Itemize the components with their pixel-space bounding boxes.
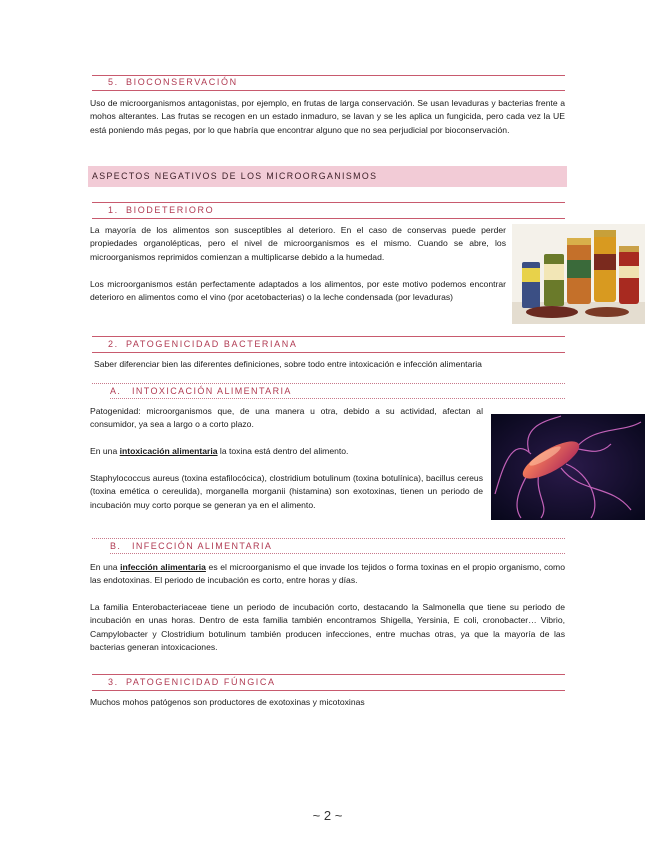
intoxicacion-paragraph-1: Patogenidad: microorganismos que, de una manera u otra, debido a su actividad, afectan al consumidor, ya sea a largo o a corto plazo. xyxy=(90,406,483,430)
chapter-banner: ASPECTOS NEGATIVOS DE LOS MICROORGANISMOS xyxy=(88,166,567,187)
text-run: es el microorganismo el que invade los tejidos o forma toxinas en el propio organismo, como las endotoxinas. El periodo de incubación es corto, entre horas y días. xyxy=(90,562,565,586)
subsection-heading-intoxicacion xyxy=(110,386,565,399)
section-title: PATOGENICIDAD FÚNGICA xyxy=(126,677,276,687)
section-number: 3. xyxy=(108,677,119,687)
section-heading-patogenicidad-fungica xyxy=(92,677,565,691)
section-top-rule xyxy=(92,674,565,675)
section-top-rule xyxy=(92,202,565,203)
text-run: la toxina está dentro del alimento. xyxy=(217,446,349,456)
section-number: 5. xyxy=(108,77,119,87)
section-title: BIOCONSERVACIÓN xyxy=(126,77,238,87)
intoxicacion-paragraph-3: Staphylococcus aureus (toxina estafilocócica), clostridium botulinum (toxina botulínica), bacillus cereus (toxina emética o cereulida), morganella morganii (histamina) son exotoxinas, tienen un periodo de incubación muy corto porque se generan ya en el alimento. xyxy=(90,473,483,510)
fungica-paragraph: Muchos mohos patógenos son productores de exotoxinas y micotoxinas xyxy=(90,697,365,707)
subsection-letter: A. xyxy=(110,386,122,396)
biodeterioro-paragraph-1: La mayoría de los alimentos son susceptibles al deterioro. En el caso de conservas puede perder propiedades organolépticas, pero el nivel de microorganismos es el mismo. Cuando se abre, los microorganismos reprimidos comienzan a multiplicarse debido a la humedad. xyxy=(90,225,506,262)
bioconservacion-paragraph: Uso de microorganismos antagonistas, por ejemplo, en frutas de larga conservación. Se usan levaduras y bacterias frente a mohos alterantes. Las frutas se recogen en un estado inmaduro, se lavan y se les aplica un fungicida, pero cada vez la UE está poniendo más pegas, por lo que habría que encontrar alguno que no sea perjudicial por bioconservación. xyxy=(90,98,565,135)
section-number: 2. xyxy=(108,339,119,349)
section-heading-patogenicidad-bacteriana xyxy=(92,339,565,353)
text-run: En una xyxy=(90,446,120,456)
section-heading-bioconservacion xyxy=(92,77,565,91)
key-term: infección alimentaria xyxy=(120,562,206,572)
text-run: En una xyxy=(90,562,121,572)
subsection-top-rule xyxy=(92,383,565,384)
subsection-top-rule xyxy=(92,538,565,539)
section-top-rule xyxy=(92,75,565,76)
subsection-heading-infeccion xyxy=(110,541,565,554)
patogenicidad-intro: Saber diferenciar bien las diferentes definiciones, sobre todo entre intoxicación e infección alimentaria xyxy=(94,359,482,369)
key-term: intoxicación alimentaria xyxy=(119,446,218,456)
section-title: PATOGENICIDAD BACTERIANA xyxy=(126,339,298,349)
section-heading-biodeterioro xyxy=(92,205,565,219)
section-top-rule xyxy=(92,336,565,337)
preserved-food-jars-image xyxy=(512,224,645,324)
subsection-title: INFECCIÓN ALIMENTARIA xyxy=(132,541,273,551)
intoxicacion-paragraph-2 xyxy=(90,445,483,458)
section-title: BIODETERIORO xyxy=(126,205,215,215)
subsection-letter: B. xyxy=(110,541,122,551)
infeccion-paragraph-2: La familia Enterobacteriaceae tiene un periodo de incubación corto, destacando la Salmonella que tiene su periodo de incubación en unas horas. Dentro de esta familia también encontramos Shigella, Yersinia, E coli, cronobacter… Vibrio, Campylobacter y Clostridium botulinum también producen infecciones, entre muchas otras, ya que la mayoría de las bacterias generan intoxicaciones. xyxy=(90,602,565,653)
page-number: ~ 2 ~ xyxy=(312,808,343,823)
biodeterioro-paragraph-2: Los microorganismos están perfectamente adaptados a los alimentos, por este motivo podemos encontrar deterioro en alimentos como el vino (por acetobacterias) o la leche condensada (por levaduras) xyxy=(90,279,506,303)
subsection-title: INTOXICACIÓN ALIMENTARIA xyxy=(132,386,292,396)
section-number: 1. xyxy=(108,205,119,215)
bacterium-illustration-image xyxy=(491,414,645,520)
infeccion-paragraph-1 xyxy=(90,561,565,588)
